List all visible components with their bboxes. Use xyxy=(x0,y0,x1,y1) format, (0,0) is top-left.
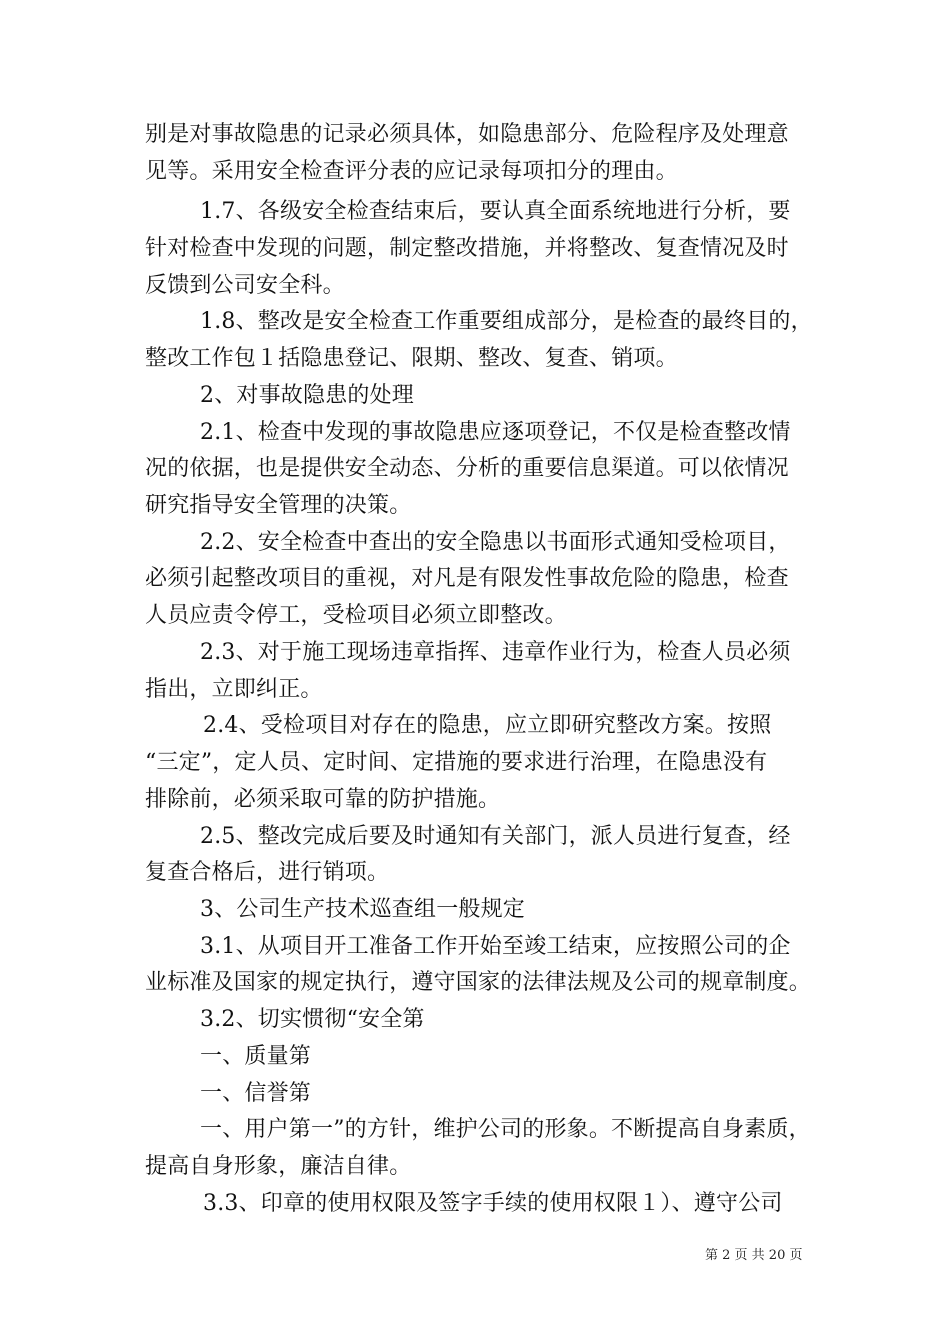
text-line: 3.1、从项目开工准备工作开始至竣工结束，应按照公司的企 xyxy=(200,934,791,959)
text-line: 2.2、安全检查中查出的安全隐患以书面形式通知受检项目， xyxy=(200,530,791,555)
text-line: 人员应责令停工，受检项目必须立即整改。 xyxy=(145,603,567,628)
text-line: 复查合格后，进行销项。 xyxy=(145,860,390,885)
text-line: 况的依据，也是提供安全动态、分析的重要信息渠道。可以依情况 xyxy=(145,456,789,481)
text-line: 针对检查中发现的问题，制定整改措施，并将整改、复查情况及时 xyxy=(145,236,789,261)
text-line: “三定”，定人员、定时间、定措施的要求进行治理，在隐患没有 xyxy=(145,750,768,775)
section-heading: 3、公司生产技术巡查组一般规定 xyxy=(200,897,525,922)
text-line: 整改工作包１括隐患登记、限期、整改、复查、销项。 xyxy=(145,346,678,371)
text-line: 必须引起整改项目的重视，对凡是有限发性事故危险的隐患，检查 xyxy=(145,566,789,591)
page-number-footer: 第 2 页 共 20 页 xyxy=(705,1248,803,1263)
section-heading: 2、对事故隐患的处理 xyxy=(200,383,414,408)
text-line: 一、用户第一”的方针，维护公司的形象。不断提高自身素质， xyxy=(200,1117,811,1142)
text-line: 2.1、检查中发现的事故隐患应逐项登记，不仅是检查整改情 xyxy=(200,420,791,445)
text-line: 1.8、整改是安全检查工作重要组成部分，是检查的最终目的， xyxy=(200,309,813,334)
text-line: 一、质量第 xyxy=(200,1044,312,1069)
text-line: 2.3、对于施工现场违章指挥、违章作业行为，检查人员必须 xyxy=(200,640,791,665)
text-line: 3.3、印章的使用权限及签字手续的使用权限１）、遵守公司 xyxy=(203,1191,783,1216)
text-line: 研究指导安全管理的决策。 xyxy=(145,493,412,518)
text-line: 别是对事故隐患的记录必须具体，如隐患部分、危险程序及处理意 xyxy=(145,122,789,147)
text-line: 1.7、各级安全检查结束后，要认真全面系统地进行分析，要 xyxy=(200,199,791,224)
text-line: 一、信誉第 xyxy=(200,1081,312,1106)
text-line: 2.5、整改完成后要及时通知有关部门，派人员进行复查，经 xyxy=(200,824,791,849)
text-line: 提高自身形象，廉洁自律。 xyxy=(145,1154,412,1179)
text-line: 2.4、受检项目对存在的隐患，应立即研究整改方案。按照 xyxy=(203,713,772,738)
text-line: 反馈到公司安全科。 xyxy=(145,273,345,298)
text-line: 指出，立即纠正。 xyxy=(145,677,323,702)
text-line: 排除前，必须采取可靠的防护措施。 xyxy=(145,787,501,812)
text-line: 业标准及国家的规定执行，遵守国家的法律法规及公司的规章制度。 xyxy=(145,970,812,995)
text-line: 见等。采用安全检查评分表的应记录每项扣分的理由。 xyxy=(145,159,678,184)
text-line: 3.2、切实惯彻“安全第 xyxy=(200,1007,425,1032)
